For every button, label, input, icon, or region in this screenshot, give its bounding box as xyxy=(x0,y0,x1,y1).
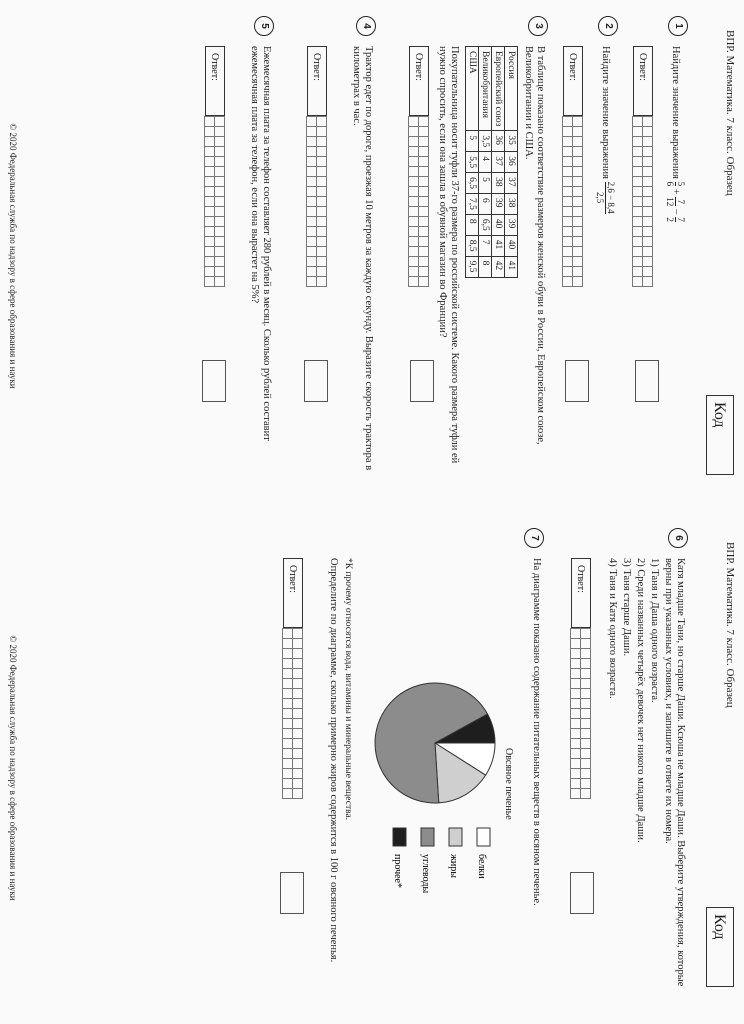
task-text: На диаграмме показано содержание питательных веществ в овсяном печенье. xyxy=(531,558,542,906)
page-footer: © 2020 Федеральная служба по надзору в сфере образования и науки xyxy=(8,635,18,901)
task-2 xyxy=(558,16,618,486)
kod-box: Код xyxy=(706,395,734,475)
kod-box: Код xyxy=(706,907,734,987)
legend-swatch xyxy=(449,828,462,846)
task-question: Покупательница носит туфли 37-го размера по российской системе. Какого размера туфли ей нужно спросить, если она зашла в обувной магазин во Франции? xyxy=(437,46,460,464)
task-4 xyxy=(296,16,376,486)
table-cell: 37 xyxy=(505,173,518,194)
table-cell: 8 xyxy=(479,256,492,277)
task-text: Катя младше Тани, но старше Даши. Ксюша не младше Даши. Выберите утверждения, которые верны при указанных условиях, и запишите в ответе их номера. xyxy=(663,558,686,987)
table-cell: 42 xyxy=(492,256,505,277)
task-text: В таблице показано соответствие размеров женской обуви в России, Европейском союзе, Великобритании и США. xyxy=(523,46,546,445)
task-option: 1) Таня и Даша одного возраста. xyxy=(649,558,660,703)
table-cell: 7 xyxy=(479,235,492,256)
table-cell: 8 xyxy=(466,214,479,235)
task-text: Найдите значение выражения 5 6 + 7 12 − 7 2 xyxy=(665,46,686,222)
table-cell: 39 xyxy=(505,214,518,235)
legend-label: жиры xyxy=(448,854,459,878)
task-3 xyxy=(398,16,548,486)
task-text: Трактор едет по дороге, проезжая 10 метров за каждую секунду. Выразите скорость трактора в километрах в час. xyxy=(351,46,374,471)
table-cell: 40 xyxy=(492,214,505,235)
right-page xyxy=(0,512,744,1024)
legend-label: углеводы xyxy=(420,854,431,894)
answer-label: Ответ: xyxy=(633,46,653,116)
table-cell: Европейский союз xyxy=(492,47,505,131)
table-cell: 39 xyxy=(492,194,505,215)
task-number: 1 xyxy=(668,16,688,36)
table-cell: 35 xyxy=(505,131,518,152)
task-number: 7 xyxy=(524,528,544,548)
task-number: 5 xyxy=(254,16,274,36)
table-cell: Великобритания xyxy=(479,47,492,131)
table-cell: США xyxy=(466,47,479,131)
legend-item xyxy=(420,828,434,893)
table-cell: 38 xyxy=(505,194,518,215)
pie-chart xyxy=(370,678,500,938)
task-number: 2 xyxy=(598,16,618,36)
task-question: Определите по диаграмме, сколько примерно жиров содержится в 100 г овсяного печенья. xyxy=(328,558,339,963)
answer-grid[interactable] xyxy=(205,116,226,287)
score-box[interactable] xyxy=(202,360,226,402)
table-cell: 5 xyxy=(479,173,492,194)
chart-note: *К прочему относятся вода, витамины и минеральные вещества. xyxy=(343,558,353,821)
task-number: 3 xyxy=(528,16,548,36)
answer-label: Ответ: xyxy=(563,46,583,116)
score-box[interactable] xyxy=(565,360,589,402)
task-option: 4) Таня и Катя одного возраста. xyxy=(607,558,618,699)
table-cell: 4 xyxy=(479,152,492,173)
table-cell: 37 xyxy=(492,152,505,173)
answer-row xyxy=(282,558,304,799)
table-cell: 41 xyxy=(492,235,505,256)
answer-row xyxy=(204,46,226,287)
answer-row xyxy=(408,46,430,287)
table-cell: 5 xyxy=(466,131,479,152)
answer-row xyxy=(632,46,654,287)
table-cell: 6 xyxy=(479,194,492,215)
answer-grid[interactable] xyxy=(283,628,304,799)
score-box[interactable] xyxy=(570,872,594,914)
table-cell: 9,5 xyxy=(466,256,479,277)
task-number: 6 xyxy=(668,528,688,548)
answer-grid[interactable] xyxy=(409,116,430,287)
score-box[interactable] xyxy=(304,360,328,402)
table-cell: 40 xyxy=(505,235,518,256)
legend-label: белки xyxy=(476,854,487,879)
legend-item xyxy=(392,828,406,888)
table-row xyxy=(466,47,479,278)
table-cell: 8,5 xyxy=(466,235,479,256)
legend-item xyxy=(476,828,490,879)
answer-label: Ответ: xyxy=(409,46,429,116)
legend-swatch xyxy=(477,828,490,846)
score-box[interactable] xyxy=(635,360,659,402)
task-6 xyxy=(558,528,688,998)
table-cell: 36 xyxy=(505,152,518,173)
table-cell: 6,5 xyxy=(479,214,492,235)
table-row xyxy=(479,47,492,278)
table-row xyxy=(492,47,505,278)
task-option: 2) Среди названных четырёх девочек нет никого младше Даши. xyxy=(635,558,646,843)
page-header: ВПР. Математика. 7 класс. Образец xyxy=(724,30,736,196)
task-text: Найдите значение выражения 2,6 − 8,4 2,5 xyxy=(595,46,616,214)
task-text: Ежемесячная плата за телефон составляет 280 рублей в месяц. Сколько рублей составит ежемесячная плата за телефон, если она вырастет на 5%? xyxy=(249,46,272,441)
answer-label: Ответ: xyxy=(205,46,225,116)
task-1 xyxy=(628,16,688,486)
table-cell: 7,5 xyxy=(466,194,479,215)
answer-row xyxy=(570,558,592,799)
score-box[interactable] xyxy=(410,360,434,402)
task-7 xyxy=(124,528,544,998)
table-cell: 38 xyxy=(492,173,505,194)
sizes-table xyxy=(465,46,518,278)
task-5 xyxy=(194,16,274,486)
answer-row xyxy=(306,46,328,287)
answer-grid[interactable] xyxy=(307,116,328,287)
table-row xyxy=(505,47,518,278)
page-footer: © 2020 Федеральная служба по надзору в сфере образования и науки xyxy=(8,123,18,389)
legend-swatch xyxy=(393,828,406,846)
table-cell: 3,5 xyxy=(479,131,492,152)
legend-swatch xyxy=(421,828,434,846)
score-box[interactable] xyxy=(280,872,304,914)
answer-grid[interactable] xyxy=(633,116,654,287)
table-cell: 41 xyxy=(505,256,518,277)
task-number: 4 xyxy=(356,16,376,36)
page-header: ВПР. Математика. 7 класс. Образец xyxy=(724,542,736,708)
table-cell: Россия xyxy=(505,47,518,131)
chart-title: Овсяное печенье xyxy=(503,748,514,820)
answer-label: Ответ: xyxy=(307,46,327,116)
table-cell: 36 xyxy=(492,131,505,152)
answer-grid[interactable] xyxy=(571,628,592,799)
answer-label: Ответ: xyxy=(571,558,591,628)
legend-label: прочее* xyxy=(392,854,403,888)
table-cell: 6,5 xyxy=(466,173,479,194)
answer-grid[interactable] xyxy=(563,116,584,287)
legend-item xyxy=(448,828,462,878)
table-cell: 5,5 xyxy=(466,152,479,173)
task-option: 3) Таня старше Даши. xyxy=(621,558,632,657)
answer-label: Ответ: xyxy=(283,558,303,628)
answer-row xyxy=(562,46,584,287)
